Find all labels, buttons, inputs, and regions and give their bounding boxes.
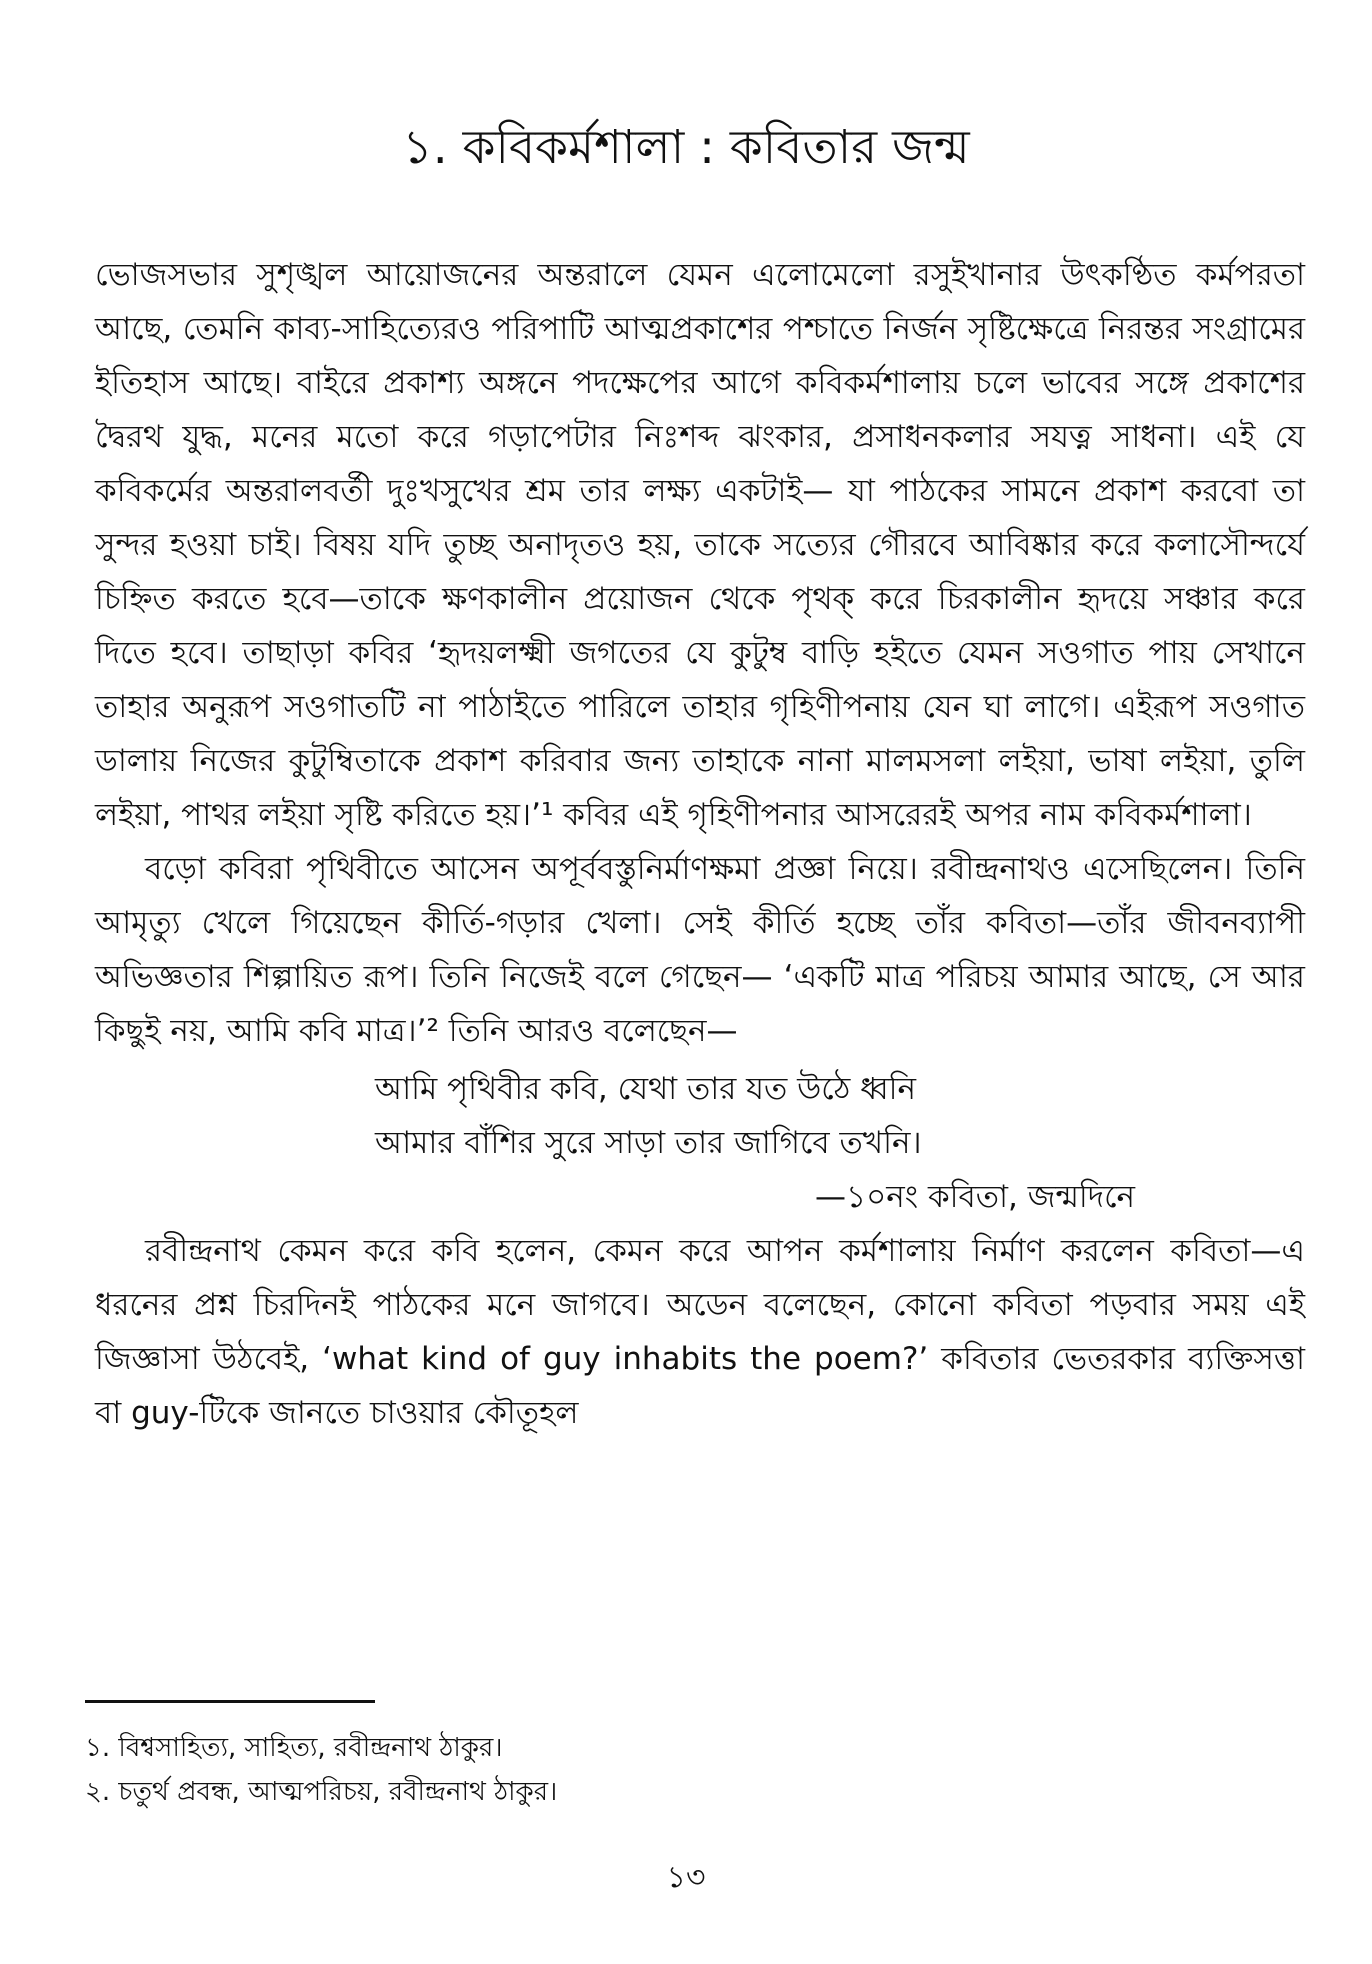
chapter-title: ১. কবিকর্মশালা : কবিতার জন্ম [402, 120, 970, 175]
paragraph-3: রবীন্দ্রনাথ কেমন করে কবি হলেন, কেমন করে আপন কর্মশালায় নির্মাণ করলেন কবিতা—এ ধরনের প্রশ্ন চিরদিনই পাঠকের মনে জাগবে। অডেন বলেছেন, কোনো কবিতা পড়বার সময় এই জিজ্ঞাসা উঠবেই, ‘what kind of guy inhabits the poem?’ কবিতার ভেতরকার ব্যক্তিসত্তা বা guy-টিকে জানতে চাওয়ার কৌতূহল [95, 1233, 1305, 1431]
verse-quote [95, 1062, 1305, 1170]
main-text [95, 248, 1305, 1440]
verse-line-1: আমি পৃথিবীর কবি, যেথা তার যত উঠে ধ্বনি [375, 1071, 917, 1107]
footnotes [85, 1726, 1285, 1814]
footnote-2: ২. চতুর্থ প্রবন্ধ, আত্মপরিচয়, রবীন্দ্রনাথ ঠাকুর। [85, 1777, 558, 1807]
page-number: ১৩ [666, 1860, 706, 1895]
verse-line-2: আমার বাঁশির সুরে সাড়া তার জাগিবে তখনি। [375, 1125, 922, 1161]
footnote-1: ১. বিশ্বসাহিত্য, সাহিত্য, রবীন্দ্রনাথ ঠাকুর। [85, 1733, 503, 1763]
paragraph-1: ভোজসভার সুশৃঙ্খল আয়োজনের অন্তরালে যেমন এলোমেলো রসুইখানার উৎকণ্ঠিত কর্মপরতা আছে, তেমনি কাব্য-সাহিত্যেরও পরিপাটি আত্মপ্রকাশের পশ্চাতে নির্জন সৃষ্টিক্ষেত্রে নিরন্তর সংগ্রামের ইতিহাস আছে। বাইরে প্রকাশ্য অঙ্গনে পদক্ষেপের আগে কবিকর্মশালায় চলে ভাবের সঙ্গে প্রকাশের দ্বৈরথ যুদ্ধ, মনের মতো করে গড়াপেটার নিঃশব্দ ঝংকার, প্রসাধনকলার সযত্ন সাধনা। এই যে কবিকর্মের অন্তরালবর্তী দুঃখসুখের শ্রম তার লক্ষ্য একটাই— যা পাঠকের সামনে প্রকাশ করবো তা সুন্দর হওয়া চাই। বিষয় যদি তুচ্ছ অনাদৃতও হয়, তাকে সত্যের গৌরবে আবিষ্কার করে কলাসৌন্দর্যে চিহ্নিত করতে হবে—তাকে ক্ষণকালীন প্রয়োজন থেকে পৃথক্ করে চিরকালীন হৃদয়ে সঞ্চার করে দিতে হবে। তাছাড়া কবির ‘হৃদয়লক্ষ্মী জগতের যে কুটুম্ব বাড়ি হইতে যেমন সওগাত পায় সেখানে তাহার অনুরূপ সওগাতটি না পাঠাইতে পারিলে তাহার গৃহিণীপনায় যেন ঘা লাগে। এইরূপ সওগাত ডালায় নিজের কুটুম্বিতাকে প্রকাশ করিবার জন্য তাহাকে নানা মালমসলা লইয়া, ভাষা লইয়া, তুলি লইয়া, পাথর লইয়া সৃষ্টি করিতে হয়।’¹ কবির এই গৃহিণীপনার আসরেরই অপর নাম কবিকর্মশালা। [95, 257, 1305, 833]
footnote-divider [85, 1700, 375, 1703]
verse-source: —১০নং কবিতা, জন্মদিনে [815, 1179, 1136, 1215]
paragraph-2: বড়ো কবিরা পৃথিবীতে আসেন অপূর্ববস্তুনির্মাণক্ষমা প্রজ্ঞা নিয়ে। রবীন্দ্রনাথও এসেছিলেন। তিনি আমৃত্যু খেলে গিয়েছেন কীর্তি-গড়ার খেলা। সেই কীর্তি হচ্ছে তাঁর কবিতা—তাঁর জীবনব্যাপী অভিজ্ঞতার শিল্পায়িত রূপ। তিনি নিজেই বলে গেছেন— ‘একটি মাত্র পরিচয় আমার আছে, সে আর কিছুই নয়, আমি কবি মাত্র।’² তিনি আরও বলেছেন— [95, 851, 1305, 1049]
